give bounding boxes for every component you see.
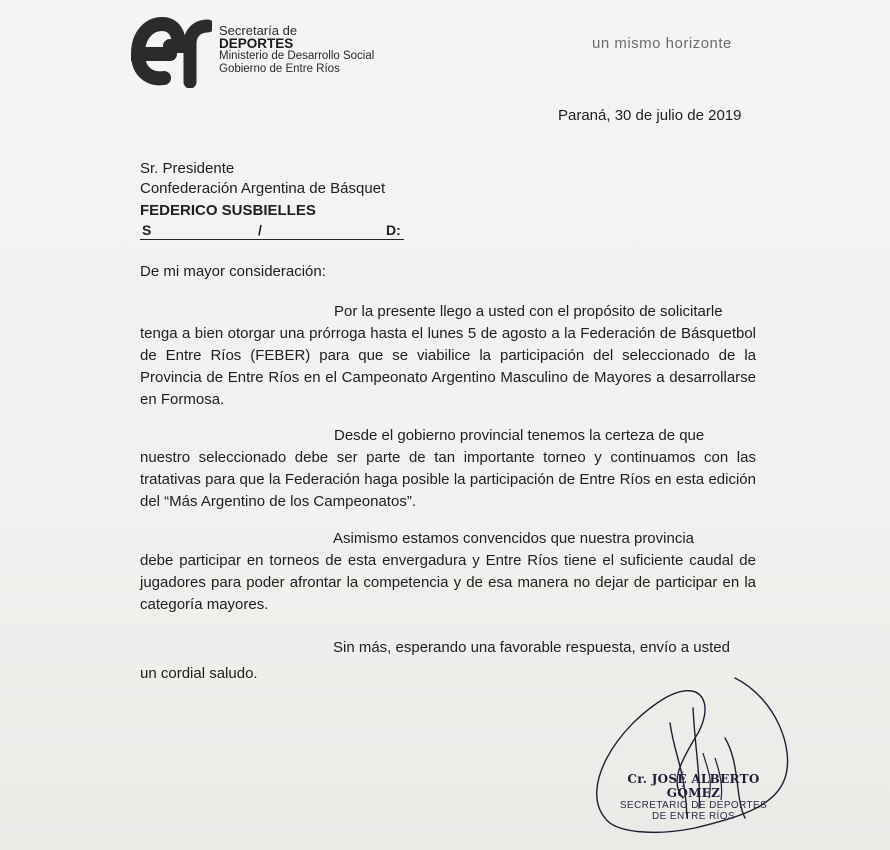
org-line-2: DEPORTES [219, 36, 294, 51]
closing-rest: un cordial saludo. [140, 665, 258, 682]
stamp-name: Cr. JOSÉ ALBERTO GÓMEZ [627, 772, 760, 800]
letterhead-slogan: un mismo horizonte [592, 35, 732, 52]
paragraph-first-line: Asimismo estamos convencidos que nuestra provincia [333, 530, 695, 547]
letterhead-organization [219, 24, 374, 76]
closing-first-line: Sin más, esperando una favorable respuesta, envío a usted [333, 639, 730, 656]
letter-date: Paraná, 30 de julio de 2019 [558, 107, 742, 124]
paragraph-rest: nuestro seleccionado debe ser parte de tan importante torneo y continuamos con las tratativas para que la Federación haga posible la participación de Entre Ríos en esta edición del “Más Argentino de los Campeonatos”. [140, 449, 756, 510]
paragraph-rest: debe participar en torneos de esta envergadura y Entre Ríos tiene el suficiente caudal de jugadores para poder afrontar la competencia y de esa manera no dejar de participar en la categoría mayores. [140, 552, 756, 613]
sd-slash: / [258, 222, 262, 238]
org-line-3: Ministerio de Desarrollo Social [219, 50, 375, 62]
paragraph-first-line: Desde el gobierno provincial tenemos la certeza de que [334, 427, 705, 444]
stamp-title-line-1: SECRETARIO DE DEPORTES [619, 800, 768, 811]
org-line-4: Gobierno de Entre Ríos [219, 63, 340, 75]
recipient-line-3: FEDERICO SUSBIELLES [140, 202, 316, 219]
recipient-line-1: Sr. Presidente [140, 160, 235, 177]
sd-d: D: [386, 222, 401, 238]
paragraph-first-line: Por la presente llego a usted con el propósito de solicitarle [334, 303, 723, 320]
body-paragraph-3 [140, 528, 756, 616]
underline [140, 239, 404, 240]
secretaria-logo [130, 14, 212, 88]
salutation: De mi mayor consideración: [140, 263, 326, 280]
recipient-line-2: Confederación Argentina de Básquet [140, 180, 386, 197]
body-paragraph-2 [140, 425, 756, 513]
su-despacho-line [140, 222, 404, 242]
stamp-title-line-2: DE ENTRE RÍOS [652, 811, 735, 822]
signature-stamp [606, 772, 781, 822]
paragraph-rest: tenga a bien otorgar una prórroga hasta el lunes 5 de agosto a la Federación de Básquetbol de Entre Ríos (FEBER) para que se viabilice la participación del seleccionado de la Provincia de Entre Ríos en el Campeonato Argentino Masculino de Mayores a desarrollarse en Formosa. [140, 325, 756, 408]
org-line-1: Secretaría de [219, 23, 298, 38]
sd-s: S [142, 222, 152, 238]
body-paragraph-1 [140, 301, 756, 411]
